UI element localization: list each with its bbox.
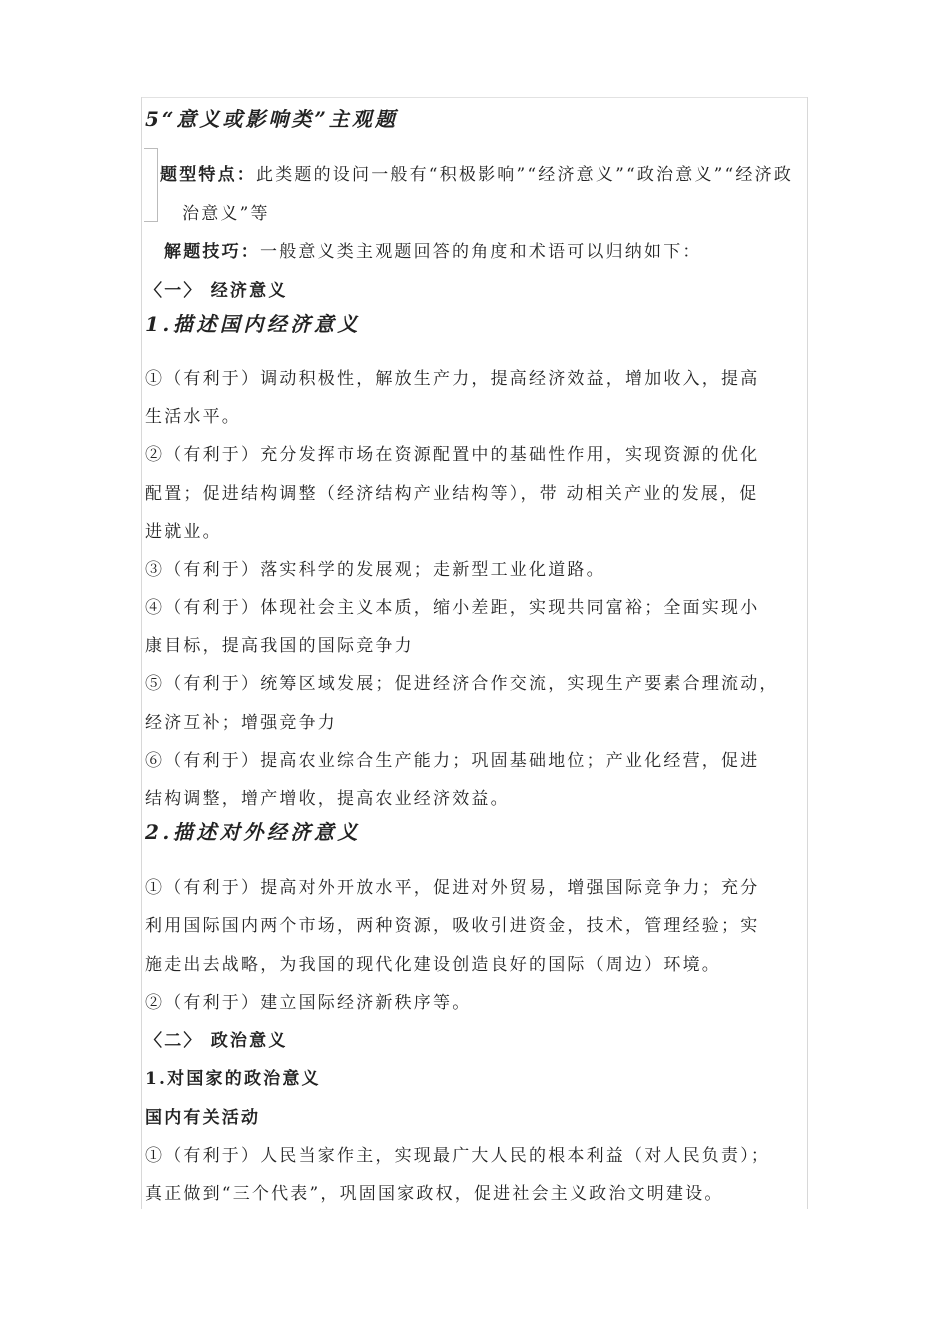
- subheading-foreign: 2.描述对外经济意义: [145, 820, 361, 844]
- item-f2-line-1: ②（有利于）建立国际经济新秩序等。: [145, 993, 472, 1013]
- item-e3-line-1: ③（有利于）落实科学的发展观；走新型工业化道路。: [145, 560, 606, 580]
- item-e5-line-1: ⑤（有利于）统筹区域发展；促进经济合作交流，实现生产要素合理流动，: [145, 674, 779, 694]
- item-f1-line-3: 施走出去战略，为我国的现代化建设创造良好的国际（周边）环境。: [145, 955, 721, 975]
- subheading-domestic: 1.描述国内经济意义: [145, 312, 361, 336]
- feature-label: 题型特点：: [160, 165, 256, 185]
- item-f1-line-2: 利用国际国内两个市场，两种资源，吸收引进资金，技术，管理经验；实: [145, 916, 760, 936]
- bracket-bottom: [144, 221, 158, 222]
- tips-line: [164, 240, 702, 264]
- item-g1-line-2: 真正做到“三个代表”，巩固国家政权，促进社会主义政治文明建设。: [145, 1184, 724, 1204]
- tips-text: 一般意义类主观题回答的角度和术语可以归纳如下：: [260, 242, 702, 262]
- tips-label: 解题技巧：: [164, 242, 260, 262]
- item-e5-line-2: 经济互补；增强竞争力: [145, 713, 337, 733]
- frame-right-border: [807, 97, 808, 1209]
- item-e4-line-2: 康目标，提高我国的国际竞争力: [145, 636, 414, 656]
- item-e2-line-1: ②（有利于）充分发挥市场在资源配置中的基础性作用，实现资源的优化: [145, 445, 760, 465]
- item-e2-line-3: 进就业。: [145, 522, 222, 542]
- frame-top-border: [141, 97, 808, 98]
- bracket-side: [157, 148, 158, 222]
- subheading-domestic-activities: 国内有关活动: [145, 1108, 261, 1128]
- bracket-top: [144, 148, 158, 149]
- feature-text-1: 此类题的设问一般有“积极影响”“经济意义”“政治意义”“经济政: [256, 165, 794, 185]
- section-political: 〈二〉 政治意义: [145, 1031, 288, 1051]
- subheading-national: 1.对国家的政治意义: [145, 1069, 321, 1089]
- item-g1-line-1: ①（有利于）人民当家作主，实现最广大人民的根本利益（对人民负责）；: [145, 1146, 771, 1166]
- section-economic: 〈一〉 经济意义: [145, 281, 288, 301]
- item-e1-line-1: ①（有利于）调动积极性，解放生产力，提高经济效益，增加收入，提高: [145, 369, 760, 389]
- item-f1-line-1: ①（有利于）提高对外开放水平，促进对外贸易，增强国际竞争力；充分: [145, 878, 760, 898]
- item-e6-line-1: ⑥（有利于）提高农业综合生产能力；巩固基础地位；产业化经营，促进: [145, 751, 760, 771]
- feature-line-1: [160, 163, 793, 187]
- frame-left-border: [141, 97, 142, 1209]
- page-title: 5“意义或影响类”主观题: [145, 107, 398, 131]
- feature-text-2: 治意义”等: [182, 204, 270, 224]
- item-e4-line-1: ④（有利于）体现社会主义本质，缩小差距，实现共同富裕；全面实现小: [145, 598, 760, 618]
- item-e1-line-2: 生活水平。: [145, 407, 241, 427]
- item-e6-line-2: 结构调整，增产增收，提高农业经济效益。: [145, 789, 510, 809]
- item-e2-line-2: 配置；促进结构调整（经济结构产业结构等），带 动相关产业的发展，促: [145, 484, 759, 504]
